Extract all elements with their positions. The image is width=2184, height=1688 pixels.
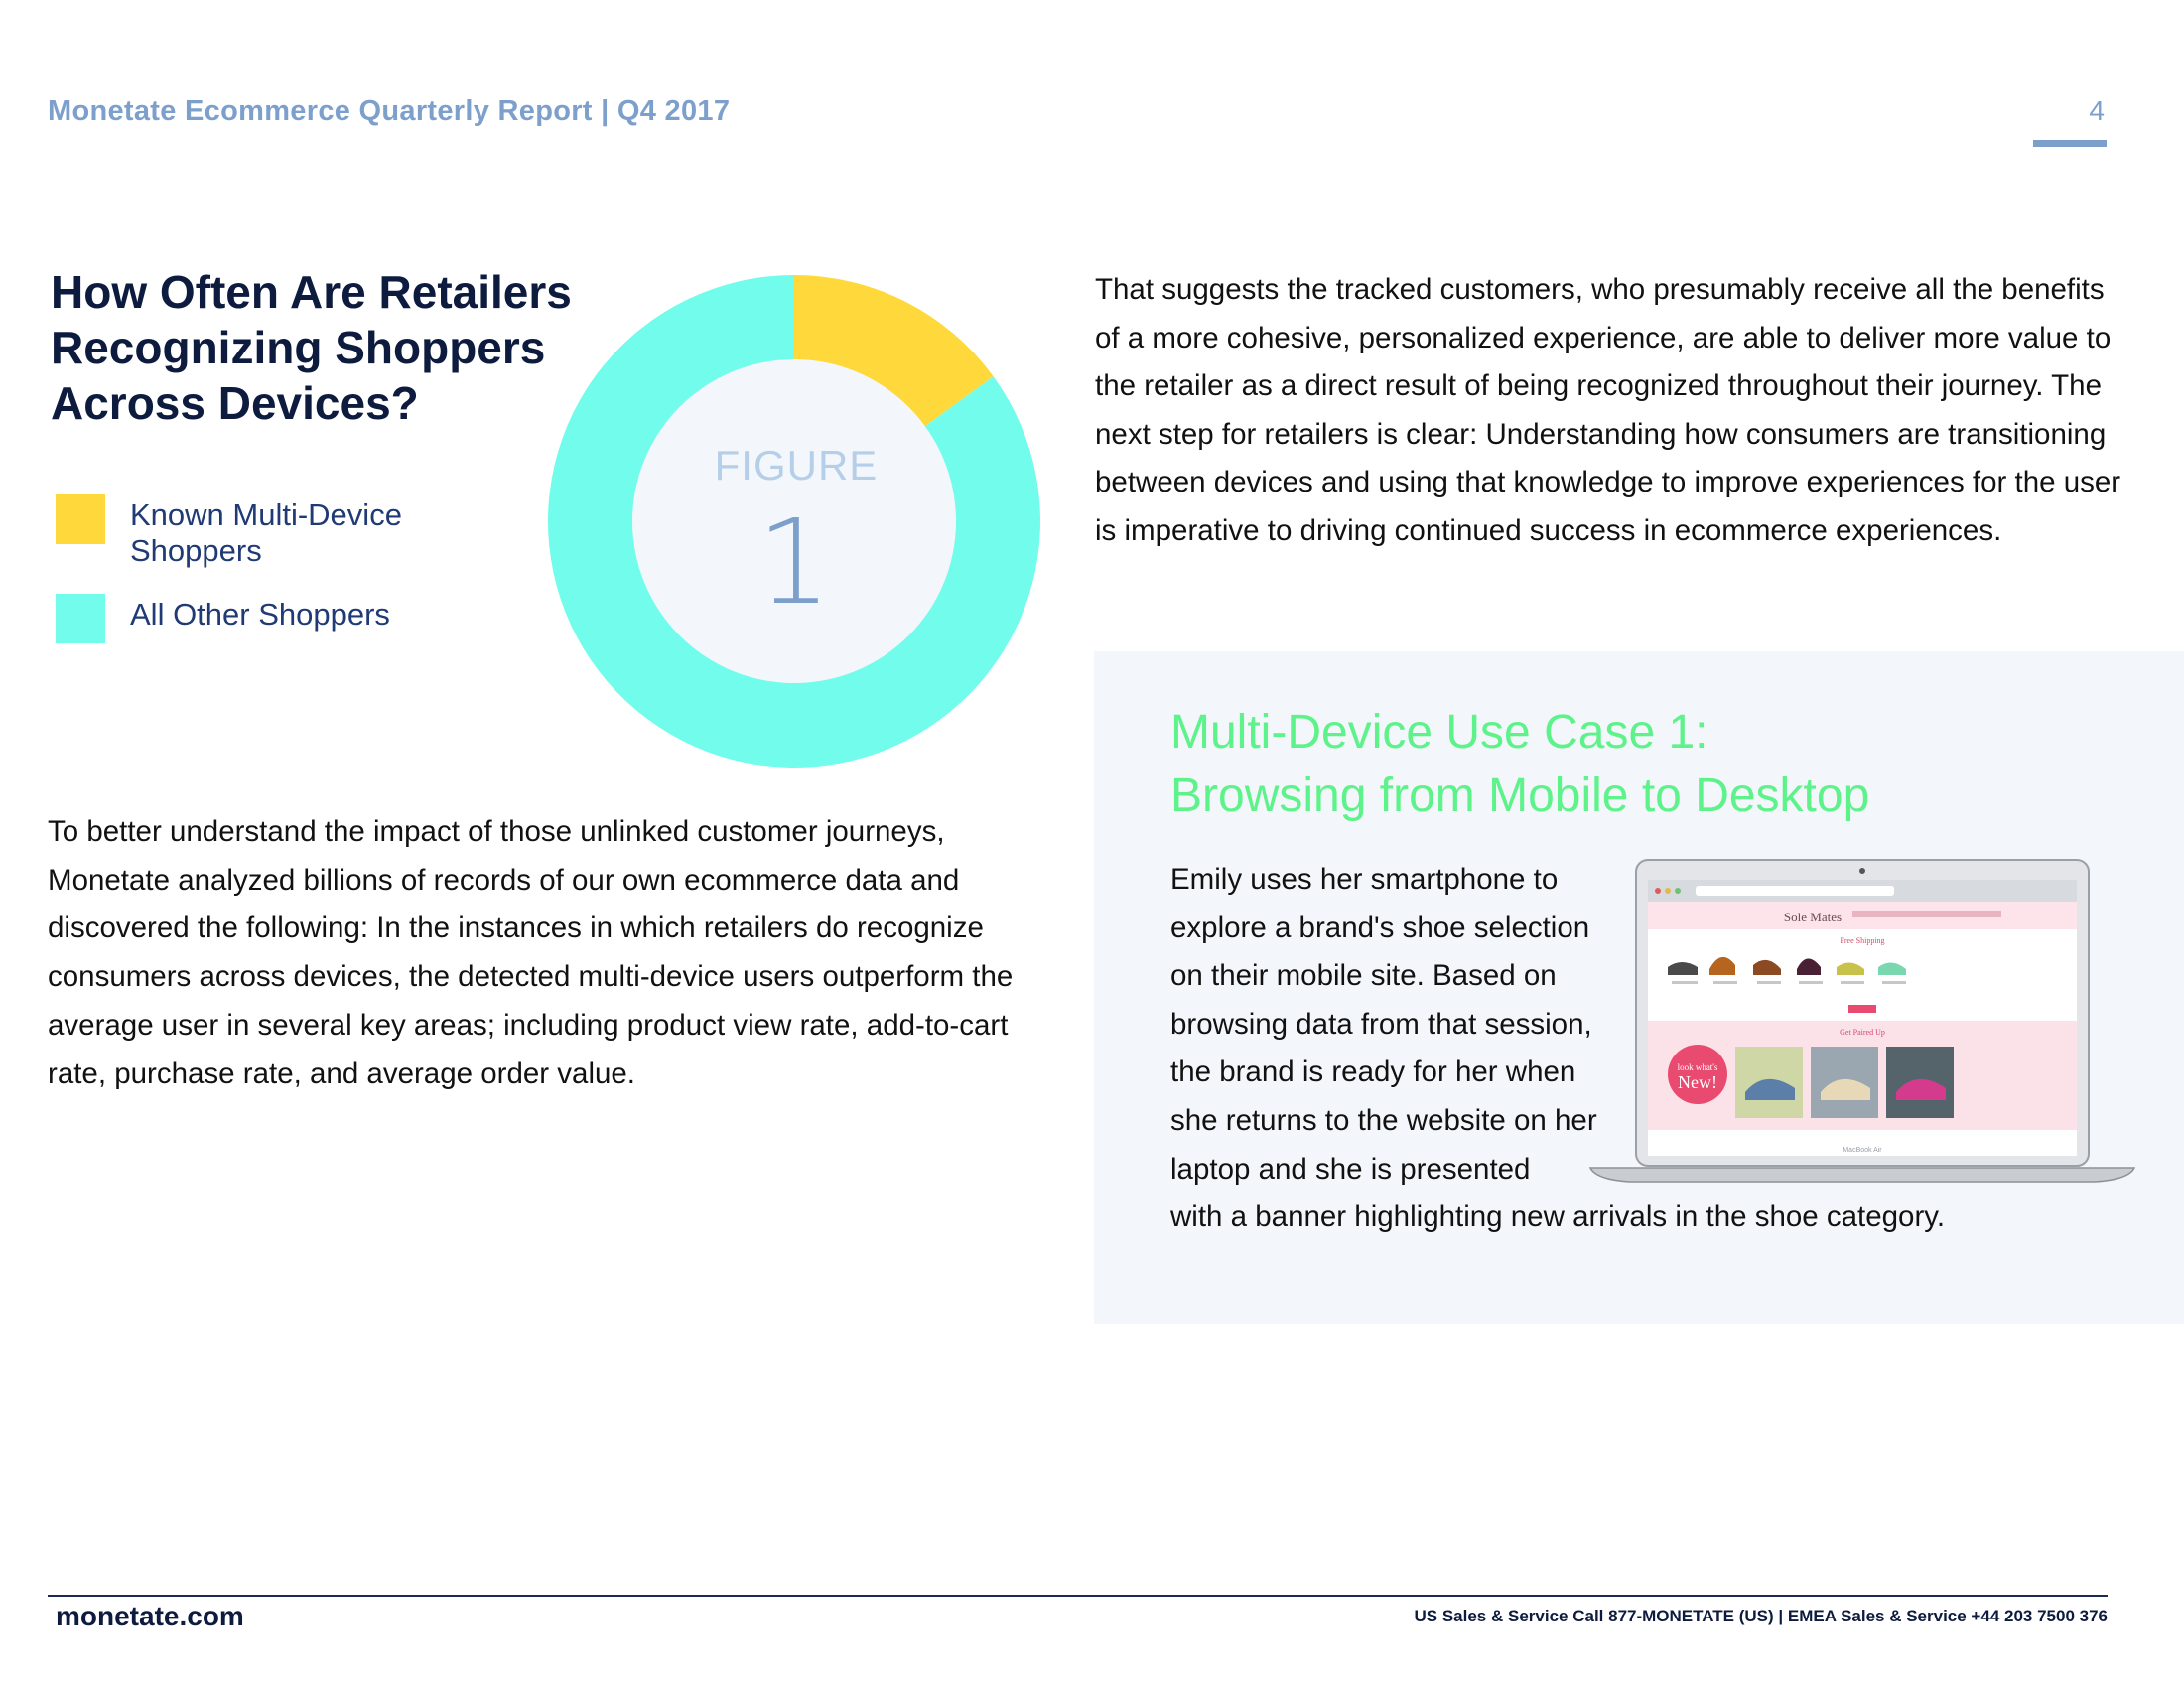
footer-contact: US Sales & Service Call 877-MONETATE (US) | EMEA Sales & Service +44 203 7500 376 xyxy=(1414,1607,2108,1625)
use-case-title-line1: Multi-Device Use Case 1: xyxy=(1170,706,1708,759)
figure-legend xyxy=(56,492,502,671)
legend-item-known xyxy=(56,492,502,572)
site-promo-button xyxy=(1848,1005,1876,1013)
page-number: 4 xyxy=(2089,95,2105,126)
site-shipping: Free Shipping xyxy=(1840,936,1885,945)
laptop-base xyxy=(1590,1168,2134,1182)
address-bar xyxy=(1696,886,1894,896)
figure-number: 1 xyxy=(756,493,832,631)
figure-label: FIGURE xyxy=(714,442,879,489)
donut-chart xyxy=(536,263,1052,779)
use-case-body-wrapped: Emily uses her smartphone to explore a brand's shoe selection on their mobile site. Based on browsing data from that session, the brand is ready for her when she returns to the website on her laptop and she is presented xyxy=(1170,863,1597,1186)
site-section-title: Get Paired Up xyxy=(1840,1028,1885,1037)
laptop-model: MacBook Air xyxy=(1843,1147,1882,1154)
new-badge-top: look what's xyxy=(1677,1062,1718,1072)
footer-website: monetate.com xyxy=(56,1601,244,1631)
use-case-title xyxy=(1170,701,2064,828)
legend-swatch-known xyxy=(56,494,105,544)
body-paragraph-right: That suggests the tracked customers, who presumably receive all the benefits of a more cohesive, personalized experience, are able to deliver more value to the retailer as a direct result of being recognized throughout their journey. The next step for retailers is clear: Understanding how consumers are transitioning between devices and using that knowledge to improve experiences for the user is imperative to driving continued success in ecommerce experiences. xyxy=(1095,273,2121,547)
laptop-camera xyxy=(1859,868,1865,874)
site-brand: Sole Mates xyxy=(1783,910,1843,924)
use-case-body-last: with a banner highlighting new arrivals in the shoe category. xyxy=(1170,1200,1946,1234)
figure-heading: How Often Are Retailers Recognizing Shoppers Across Devices? xyxy=(51,266,572,429)
legend-item-other xyxy=(56,592,502,671)
body-paragraph-left: To better understand the impact of those unlinked customer journeys, Monetate analyzed billions of records of our own ecommerce data and discovered the following: In the instances in which retailers do recognize consumers across devices, the detected multi-device users outperform the average user in several key areas; including product view rate, add-to-cart rate, purchase rate, and average order value. xyxy=(48,815,1014,1090)
laptop-illustration xyxy=(1586,858,2142,1186)
footer-rule xyxy=(48,1595,2108,1597)
legend-swatch-other xyxy=(56,594,105,643)
use-case-title-line2: Browsing from Mobile to Desktop xyxy=(1170,770,1870,822)
legend-label-known: Known Multi-Device Shoppers xyxy=(130,497,402,568)
page-number-underline xyxy=(2033,140,2107,147)
legend-label-other: All Other Shoppers xyxy=(130,597,390,632)
report-title: Monetate Ecommerce Quarterly Report | Q4 2017 xyxy=(48,95,731,127)
new-badge-main: New! xyxy=(1678,1072,1717,1092)
